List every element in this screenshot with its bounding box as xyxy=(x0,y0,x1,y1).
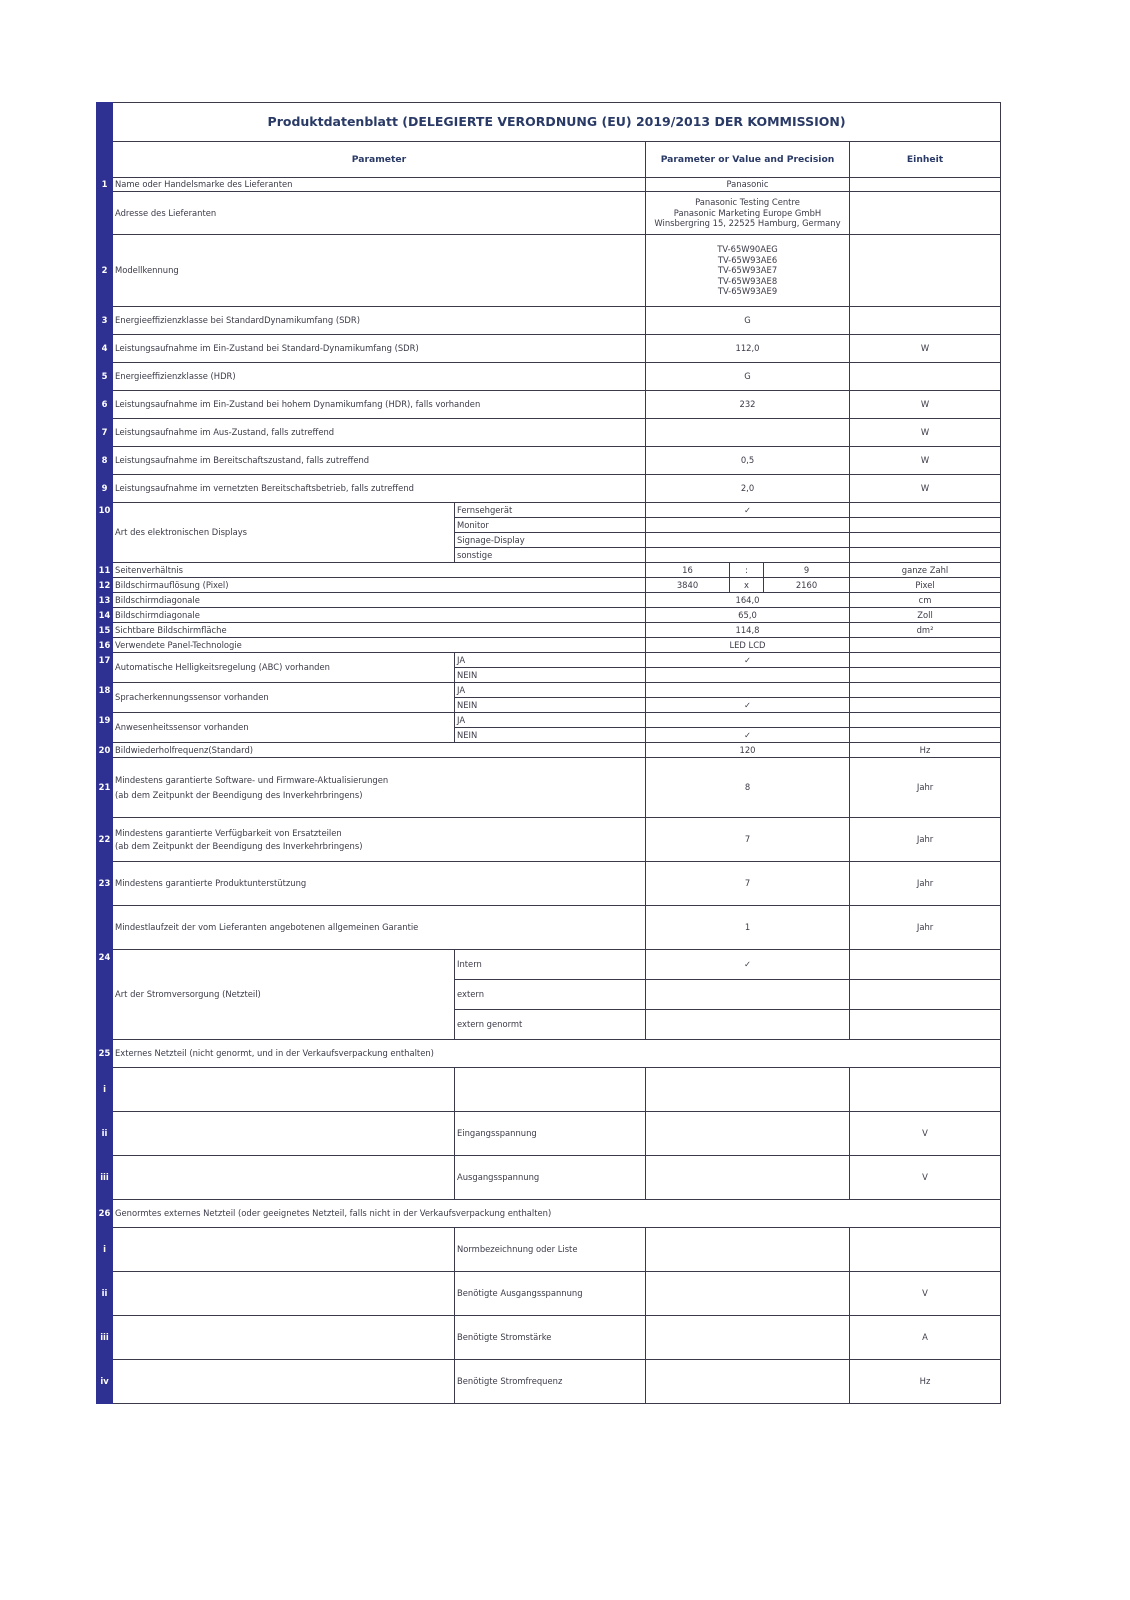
param-unit xyxy=(850,178,1001,192)
param-label: Bildschirmauflösung (Pixel) xyxy=(113,578,646,593)
row-number: 23 xyxy=(97,862,113,906)
row-number: 22 xyxy=(97,818,113,862)
model-id: TV-65W93AE9 xyxy=(717,286,778,297)
param-unit: V xyxy=(850,1112,1001,1156)
address-line: Panasonic Testing Centre xyxy=(695,197,800,208)
row-number: iii xyxy=(97,1156,113,1200)
section-label: Externes Netzteil (nicht genormt, und in der Verkaufsverpackung enthalten) xyxy=(113,1040,1001,1068)
param-unit: Pixel xyxy=(850,578,1001,593)
param-value: 232 xyxy=(646,391,850,419)
param-unit xyxy=(850,307,1001,335)
option-nein: NEIN xyxy=(455,728,646,743)
param-value: G xyxy=(646,307,850,335)
param-label: Name oder Handelsmarke des Lieferanten xyxy=(113,178,646,192)
param-unit: W xyxy=(850,419,1001,447)
param-value: Panasonic xyxy=(646,178,850,192)
row-number: 25 xyxy=(97,1040,113,1068)
param-value: 7 xyxy=(646,862,850,906)
param-label: Mindestlaufzeit der vom Lieferanten angebotenen allgemeinen Garantie xyxy=(113,906,646,950)
param-label: Art des elektronischen Displays xyxy=(113,503,455,563)
param-label: Leistungsaufnahme im vernetzten Bereitschaftsbetrieb, falls zutreffend xyxy=(113,475,646,503)
param-label: Art der Stromversorgung (Netzteil) xyxy=(113,950,455,1040)
param-label: Seitenverhältnis xyxy=(113,563,646,578)
aspect-height: 9 xyxy=(764,563,850,578)
sub-blank xyxy=(113,1360,455,1404)
param-unit: Hz xyxy=(850,743,1001,758)
label-line: (ab dem Zeitpunkt der Beendigung des Inverkehrbringens) xyxy=(115,841,363,851)
param-value: 112,0 xyxy=(646,335,850,363)
section-label: Genormtes externes Netzteil (oder geeignetes Netzteil, falls nicht in der Verkaufsverpackung enthalten) xyxy=(113,1200,1001,1228)
resolution-height: 2160 xyxy=(764,578,850,593)
row-number: iii xyxy=(97,1316,113,1360)
param-label: Energieeffizienzklasse (HDR) xyxy=(113,363,646,391)
sub-value xyxy=(646,1156,850,1200)
row-number: i xyxy=(97,1068,113,1112)
option-value xyxy=(646,668,850,683)
row-number: 11 xyxy=(97,563,113,578)
address-line: Winsbergring 15, 22525 Hamburg, Germany xyxy=(654,218,841,229)
sub-value xyxy=(646,1228,850,1272)
aspect-separator: : xyxy=(730,563,764,578)
param-unit xyxy=(850,1228,1001,1272)
param-value: 114,8 xyxy=(646,623,850,638)
option-label: extern genormt xyxy=(455,1010,646,1040)
param-value: 0,5 xyxy=(646,447,850,475)
model-id: TV-65W93AE7 xyxy=(717,265,778,276)
row-number: 12 xyxy=(97,578,113,593)
row-number: 14 xyxy=(97,608,113,623)
param-unit xyxy=(850,363,1001,391)
row-number: 18 xyxy=(97,683,113,713)
row-number: 16 xyxy=(97,638,113,653)
row-number: iv xyxy=(97,1360,113,1404)
param-value xyxy=(646,419,850,447)
row-number: ii xyxy=(97,1112,113,1156)
param-value: 1 xyxy=(646,906,850,950)
option-label: Signage-Display xyxy=(455,533,646,548)
param-unit: dm² xyxy=(850,623,1001,638)
param-unit xyxy=(850,503,1001,518)
option-value xyxy=(646,683,850,698)
param-label: Modellkennung xyxy=(113,235,646,307)
param-unit xyxy=(850,235,1001,307)
param-value: G xyxy=(646,363,850,391)
param-unit xyxy=(850,698,1001,713)
param-unit xyxy=(850,668,1001,683)
param-unit xyxy=(850,548,1001,563)
sub-blank xyxy=(113,1068,455,1112)
row-number: i xyxy=(97,1228,113,1272)
row-number: 7 xyxy=(97,419,113,447)
row-number: 8 xyxy=(97,447,113,475)
option-label: Intern xyxy=(455,950,646,980)
option-label: Monitor xyxy=(455,518,646,533)
sub-value xyxy=(646,1068,850,1112)
param-unit: W xyxy=(850,475,1001,503)
param-unit xyxy=(850,1010,1001,1040)
sub-blank xyxy=(113,1228,455,1272)
param-unit xyxy=(850,1068,1001,1112)
sub-value xyxy=(646,1360,850,1404)
param-unit: W xyxy=(850,391,1001,419)
sub-label: Eingangsspannung xyxy=(455,1112,646,1156)
param-unit: A xyxy=(850,1316,1001,1360)
option-value xyxy=(646,980,850,1010)
row-number: 20 xyxy=(97,743,113,758)
param-unit xyxy=(850,518,1001,533)
param-label: Energieeffizienzklasse bei StandardDynamikumfang (SDR) xyxy=(113,307,646,335)
param-value: 2,0 xyxy=(646,475,850,503)
param-label: Leistungsaufnahme im Ein-Zustand bei Standard-Dynamikumfang (SDR) xyxy=(113,335,646,363)
param-label: Spracherkennungssensor vorhanden xyxy=(113,683,455,713)
sub-label: Normbezeichnung oder Liste xyxy=(455,1228,646,1272)
address-line: Panasonic Marketing Europe GmbH xyxy=(673,207,822,218)
param-unit xyxy=(850,950,1001,980)
resolution-separator: x xyxy=(730,578,764,593)
sub-value xyxy=(646,1112,850,1156)
param-unit xyxy=(850,192,1001,235)
option-label: extern xyxy=(455,980,646,1010)
param-unit: Jahr xyxy=(850,818,1001,862)
param-unit xyxy=(850,980,1001,1010)
param-value: 164,0 xyxy=(646,593,850,608)
param-unit: Jahr xyxy=(850,758,1001,818)
label-line: Mindestens garantierte Verfügbarkeit von Ersatzteilen xyxy=(115,827,342,838)
param-unit xyxy=(850,728,1001,743)
param-value: 65,0 xyxy=(646,608,850,623)
row-number: 15 xyxy=(97,623,113,638)
row-number: 26 xyxy=(97,1200,113,1228)
option-value xyxy=(646,713,850,728)
model-ids xyxy=(646,235,850,307)
param-value: 8 xyxy=(646,758,850,818)
supplier-address xyxy=(646,192,850,235)
row-number: 2 xyxy=(97,235,113,307)
param-unit xyxy=(850,533,1001,548)
param-label: Mindestens garantierte Produktunterstützung xyxy=(113,862,646,906)
option-ja: JA xyxy=(455,713,646,728)
row-number: 10 xyxy=(97,503,113,563)
check-mark: ✓ xyxy=(646,950,850,980)
param-label: Bildschirmdiagonale xyxy=(113,608,646,623)
option-value xyxy=(646,548,850,563)
row-number: 9 xyxy=(97,475,113,503)
param-label: Anwesenheitssensor vorhanden xyxy=(113,713,455,743)
row-number: 4 xyxy=(97,335,113,363)
param-label: Adresse des Lieferanten xyxy=(113,192,646,235)
product-data-sheet xyxy=(96,102,1000,1404)
param-unit: cm xyxy=(850,593,1001,608)
row-number-blank xyxy=(97,142,113,178)
sub-blank xyxy=(113,1272,455,1316)
option-nein: NEIN xyxy=(455,698,646,713)
param-label: Verwendete Panel-Technologie xyxy=(113,638,646,653)
row-number: 5 xyxy=(97,363,113,391)
label-line: Mindestens garantierte Software- und Firmware-Aktualisierungen xyxy=(115,774,389,785)
row-number: 19 xyxy=(97,713,113,743)
header-parameter: Parameter xyxy=(113,142,646,178)
resolution-width: 3840 xyxy=(646,578,730,593)
sub-value xyxy=(646,1272,850,1316)
label-line: (ab dem Zeitpunkt der Beendigung des Inverkehrbringens) xyxy=(115,790,363,800)
param-unit: V xyxy=(850,1272,1001,1316)
sub-label: Benötigte Stromstärke xyxy=(455,1316,646,1360)
data-table xyxy=(96,102,1001,1404)
option-ja: JA xyxy=(455,653,646,668)
sub-label: Ausgangsspannung xyxy=(455,1156,646,1200)
option-value xyxy=(646,533,850,548)
param-unit: W xyxy=(850,335,1001,363)
param-label: Leistungsaufnahme im Bereitschaftszustand, falls zutreffend xyxy=(113,447,646,475)
param-unit: Jahr xyxy=(850,906,1001,950)
sub-blank xyxy=(113,1316,455,1360)
param-label: Bildwiederholfrequenz(Standard) xyxy=(113,743,646,758)
sub-value xyxy=(646,1316,850,1360)
option-nein: NEIN xyxy=(455,668,646,683)
param-unit: V xyxy=(850,1156,1001,1200)
option-label: sonstige xyxy=(455,548,646,563)
model-id: TV-65W93AE6 xyxy=(717,254,778,265)
sub-label: Benötigte Stromfrequenz xyxy=(455,1360,646,1404)
param-unit xyxy=(850,713,1001,728)
param-unit: Hz xyxy=(850,1360,1001,1404)
header-value: Parameter or Value and Precision xyxy=(646,142,850,178)
sub-label: Benötigte Ausgangsspannung xyxy=(455,1272,646,1316)
param-label: Bildschirmdiagonale xyxy=(113,593,646,608)
aspect-width: 16 xyxy=(646,563,730,578)
param-value: 120 xyxy=(646,743,850,758)
option-value xyxy=(646,518,850,533)
param-label: Leistungsaufnahme im Aus-Zustand, falls zutreffend xyxy=(113,419,646,447)
option-ja: JA xyxy=(455,683,646,698)
row-number-blank xyxy=(97,192,113,235)
option-value xyxy=(646,1010,850,1040)
param-unit: ganze Zahl xyxy=(850,563,1001,578)
param-label: Leistungsaufnahme im Ein-Zustand bei hohem Dynamikumfang (HDR), falls vorhanden xyxy=(113,391,646,419)
row-number: 17 xyxy=(97,653,113,683)
param-unit xyxy=(850,653,1001,668)
param-unit: Jahr xyxy=(850,862,1001,906)
row-number-blank xyxy=(97,906,113,950)
param-value: 7 xyxy=(646,818,850,862)
sheet-title: Produktdatenblatt (DELEGIERTE VERORDNUNG (EU) 2019/2013 DER KOMMISSION) xyxy=(113,103,1001,142)
check-mark: ✓ xyxy=(646,503,850,518)
param-label: Automatische Helligkeitsregelung (ABC) vorhanden xyxy=(113,653,455,683)
sub-blank xyxy=(113,1112,455,1156)
check-mark: ✓ xyxy=(646,653,850,668)
param-value: LED LCD xyxy=(646,638,850,653)
sub-blank xyxy=(113,1156,455,1200)
option-label: Fernsehgerät xyxy=(455,503,646,518)
check-mark: ✓ xyxy=(646,728,850,743)
param-unit xyxy=(850,683,1001,698)
param-unit: W xyxy=(850,447,1001,475)
model-id: TV-65W90AEG xyxy=(717,244,778,255)
row-number: 6 xyxy=(97,391,113,419)
row-number: 1 xyxy=(97,178,113,192)
row-number: 3 xyxy=(97,307,113,335)
row-number: 21 xyxy=(97,758,113,818)
row-number-blank xyxy=(97,103,113,142)
param-label xyxy=(113,758,646,818)
param-unit: Zoll xyxy=(850,608,1001,623)
row-number: 13 xyxy=(97,593,113,608)
param-label: Sichtbare Bildschirmfläche xyxy=(113,623,646,638)
sub-label xyxy=(455,1068,646,1112)
param-label xyxy=(113,818,646,862)
row-number: 24 xyxy=(97,950,113,1040)
check-mark: ✓ xyxy=(646,698,850,713)
row-number: ii xyxy=(97,1272,113,1316)
param-unit xyxy=(850,638,1001,653)
header-unit: Einheit xyxy=(850,142,1001,178)
model-id: TV-65W93AE8 xyxy=(717,275,778,286)
